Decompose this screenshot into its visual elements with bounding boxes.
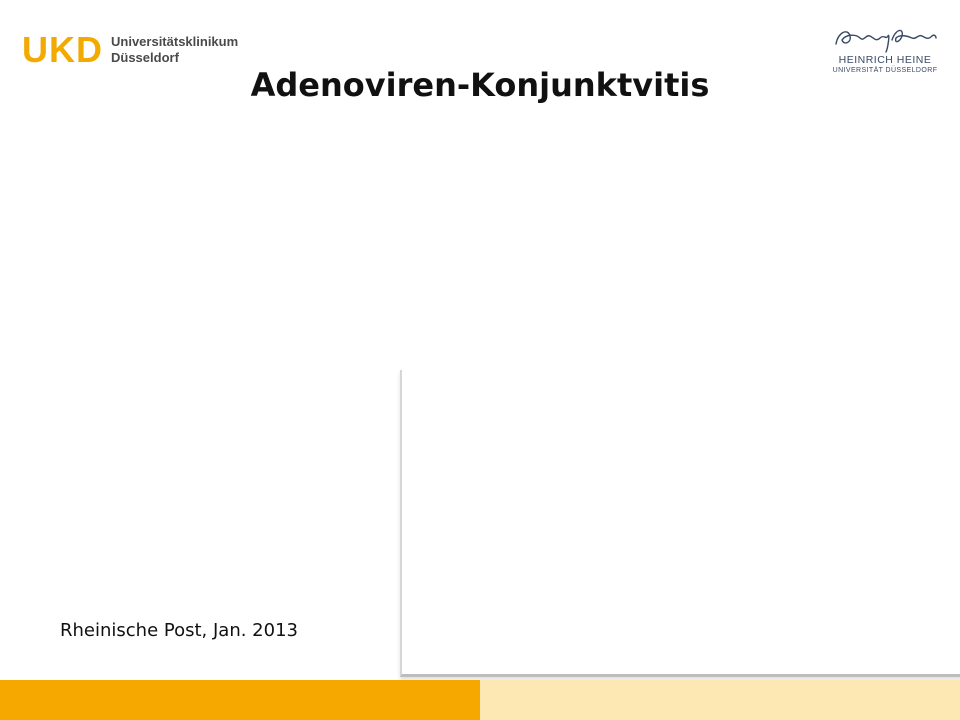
ukd-logo-mark: UKD <box>22 29 103 70</box>
footer-bar-right <box>480 680 960 720</box>
hhu-logo-line2: UNIVERSITÄT DÜSSELDORF <box>832 67 938 74</box>
ukd-logo <box>22 30 238 70</box>
ukd-logo-line1: Universitätsklinikum <box>111 34 239 49</box>
ukd-logo-text <box>111 34 238 66</box>
hhu-signature-icon <box>830 22 940 54</box>
ukd-logo-line2: Düsseldorf <box>111 50 179 65</box>
hhu-logo-line1: HEINRICH HEINE <box>838 54 932 66</box>
source-caption: Rheinische Post, Jan. 2013 <box>60 620 298 641</box>
image-placeholder <box>400 370 960 677</box>
footer-bar-left <box>0 680 480 720</box>
slide-title: Adenoviren-Konjunktvitis <box>250 66 710 104</box>
